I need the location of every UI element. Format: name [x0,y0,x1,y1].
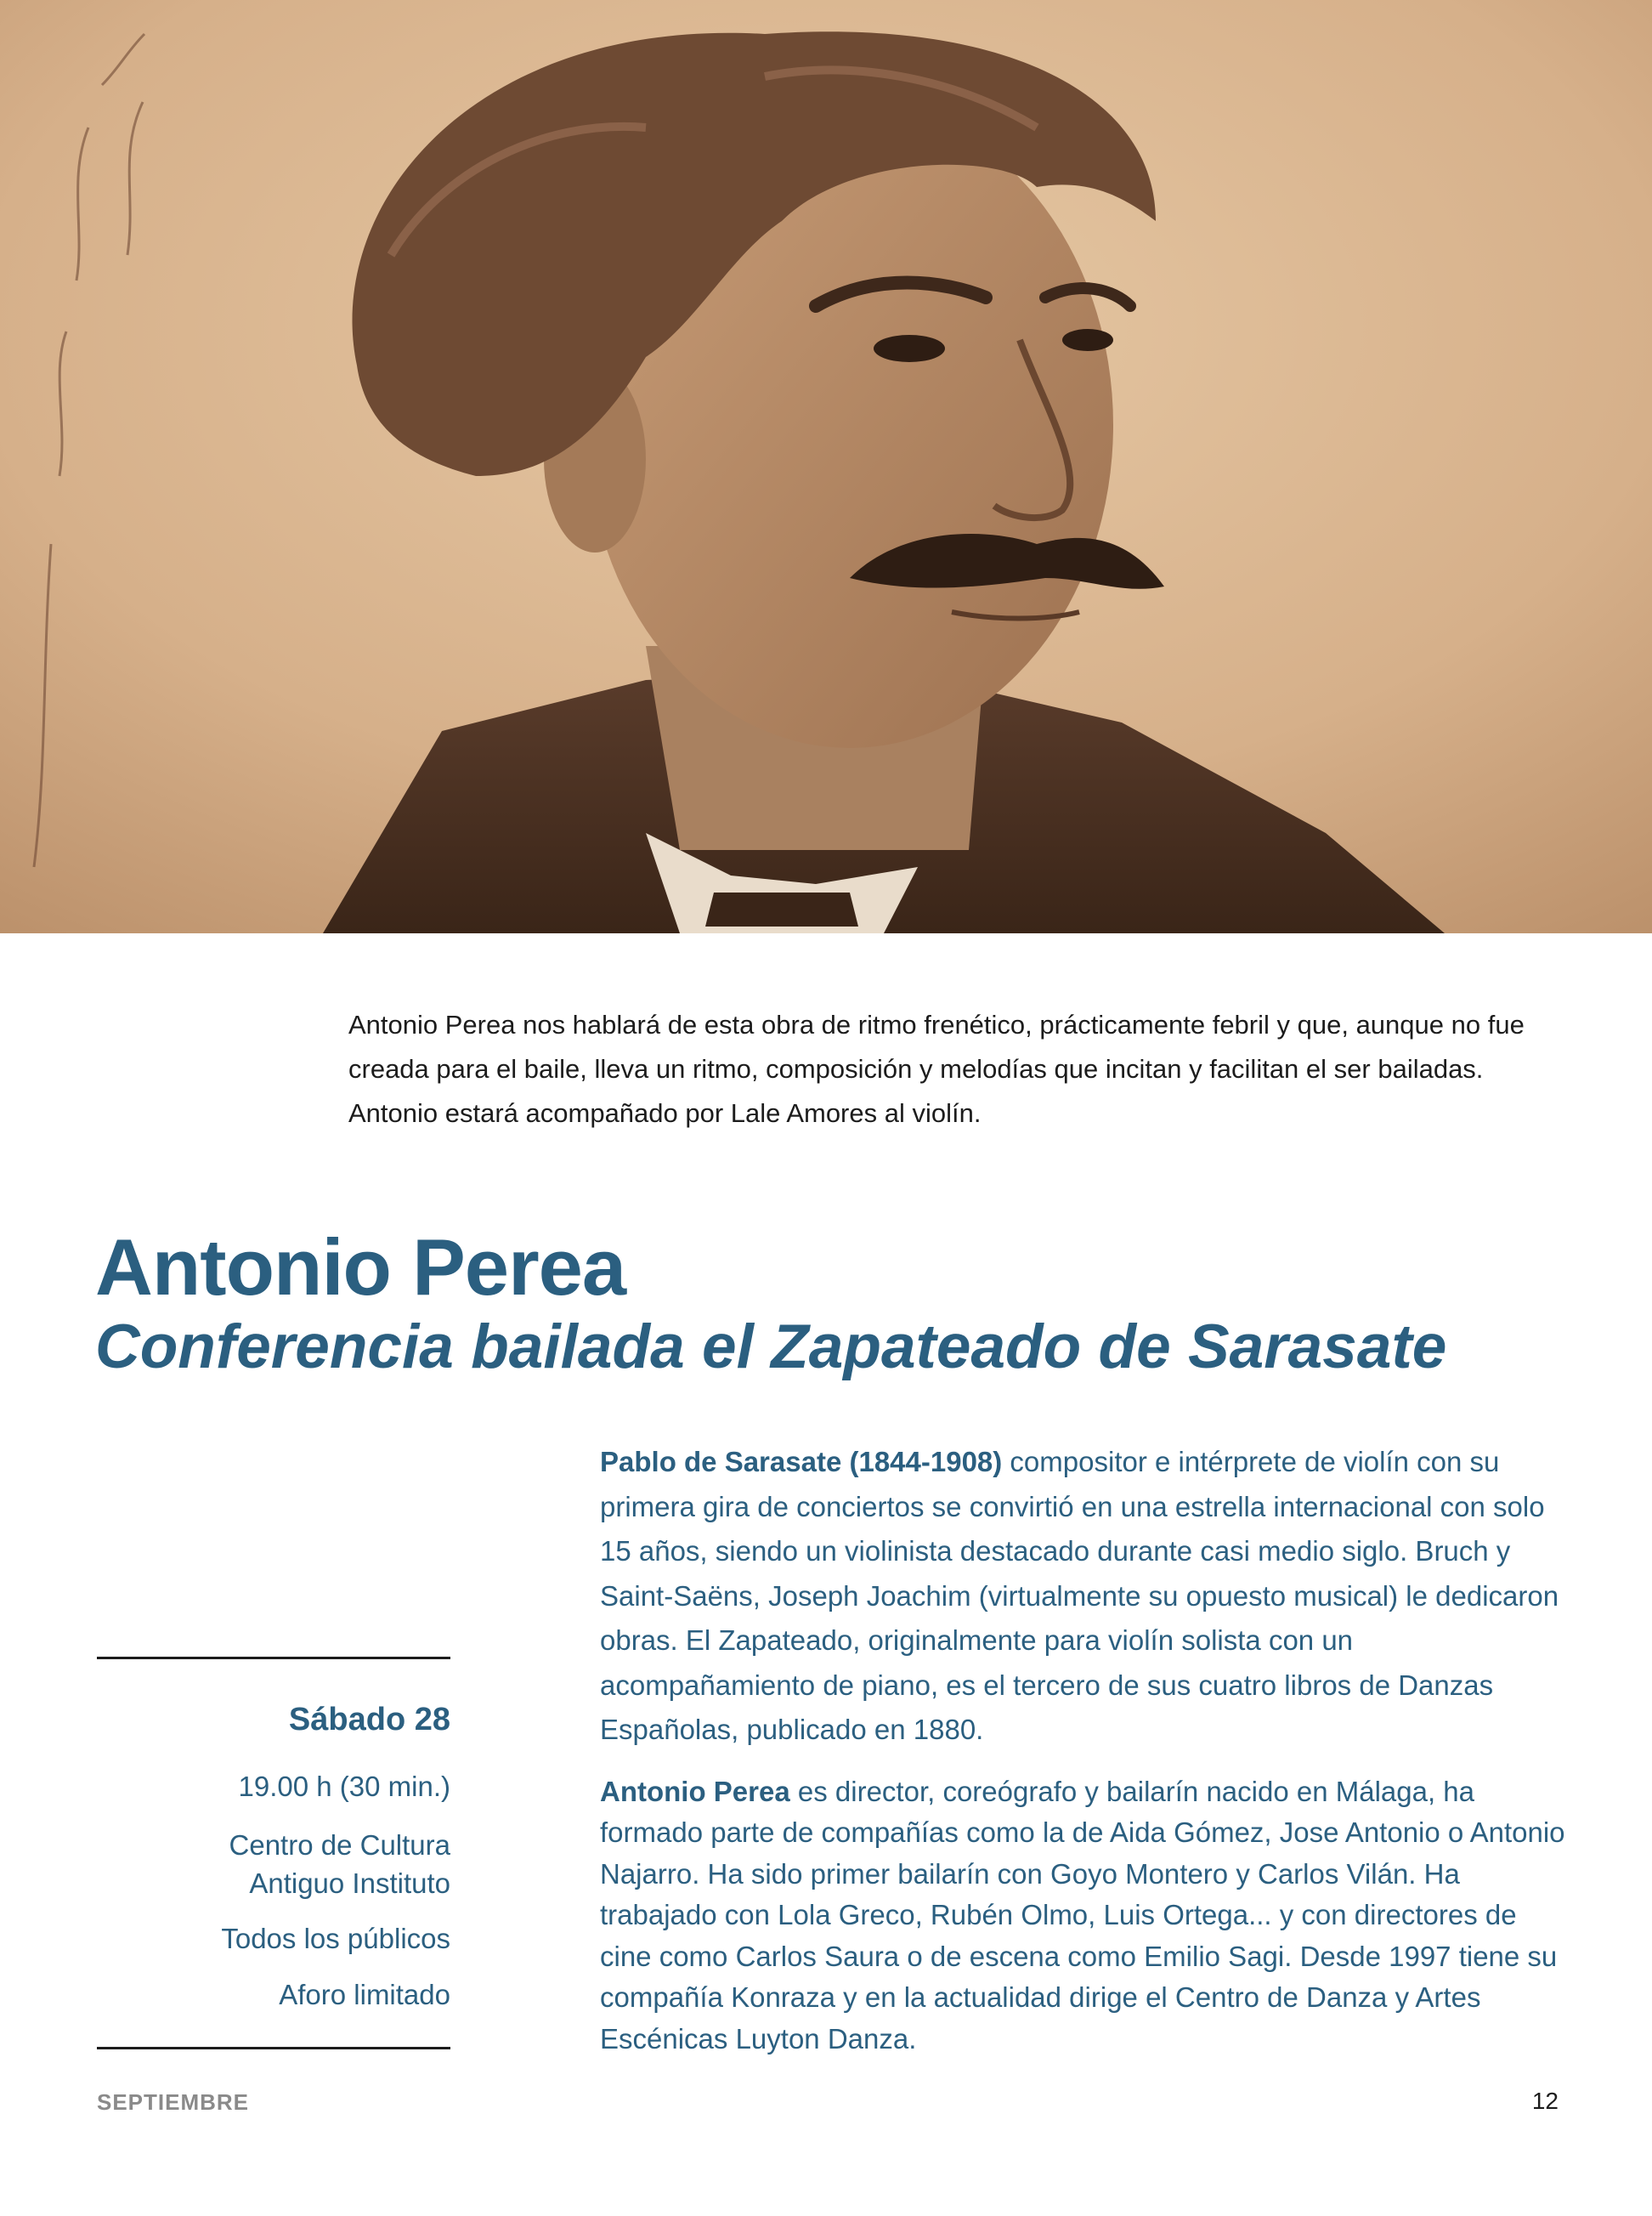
event-venue-line1: Centro de Cultura [229,1829,450,1861]
event-date: Sábado 28 [288,1702,450,1737]
paragraph-sarasate-text: compositor e intérprete de violín con su primera gira de conciertos se convirtió en una estrella internacional con solo 15 años, siendo un violinista destacado durante casi medio siglo. Bruch y Saint-Saëns, Joseph Joachim (virtualmente su opuesto musical) le dedicaron obras. El Zapateado, originalmente para violín solista con un acompañamiento de piano, es el tercero de sus cuatro libros de Danzas Españolas, publicado en 1880. [600,1446,1559,1745]
event-venue-line2: Antiguo Instituto [249,1867,450,1899]
page-subtitle: Conferencia bailada el Zapateado de Sarasate [95,1312,1447,1381]
event-venue [97,1826,450,1902]
paragraph-sarasate [600,1440,1569,1753]
info-divider-top [97,1657,450,1659]
event-audience: Todos los públicos [221,1923,450,1954]
paragraph-sarasate-lead: Pablo de Sarasate (1844-1908) [600,1446,1003,1477]
paragraph-perea-lead: Antonio Perea [600,1775,790,1807]
page-title: Antonio Perea [95,1222,626,1312]
event-time: 19.00 h (30 min.) [238,1771,450,1802]
body-text [600,1440,1569,2060]
info-divider-bottom [97,2047,450,2049]
paragraph-perea [600,1771,1569,2060]
intro-text: Antonio Perea nos hablará de esta obra de ritmo frenético, prácticamente febril y que, aunque no fue creada para el baile, lleva un ritmo, composición y melodías que incitan y facilitan el ser bailadas. Antonio estará acompañado por Lale Amores al violín. [348,1010,1525,1128]
paragraph-perea-text: es director, coreógrafo y bailarín nacido en Málaga, ha formado parte de compañías como la de Aida Gómez, Jose Antonio o Antonio Najarro. Ha sido primer bailarín con Goyo Montero y Carlos Vilán. Ha trabajado con Lola Greco, Rubén Olmo, Luis Ortega... y con directores de cine como Carlos Saura o de escena como Emilio Sagi. Desde 1997 tiene su compañía Konraza y en la actualidad dirige el Centro de Danza y Artes Escénicas Luyton Danza. [600,1775,1565,2055]
portrait-photo [0,0,1652,933]
page-number: 12 [1531,2088,1559,2114]
event-capacity: Aforo limitado [279,1979,450,2010]
footer-month: SEPTIEMBRE [97,2089,250,2115]
